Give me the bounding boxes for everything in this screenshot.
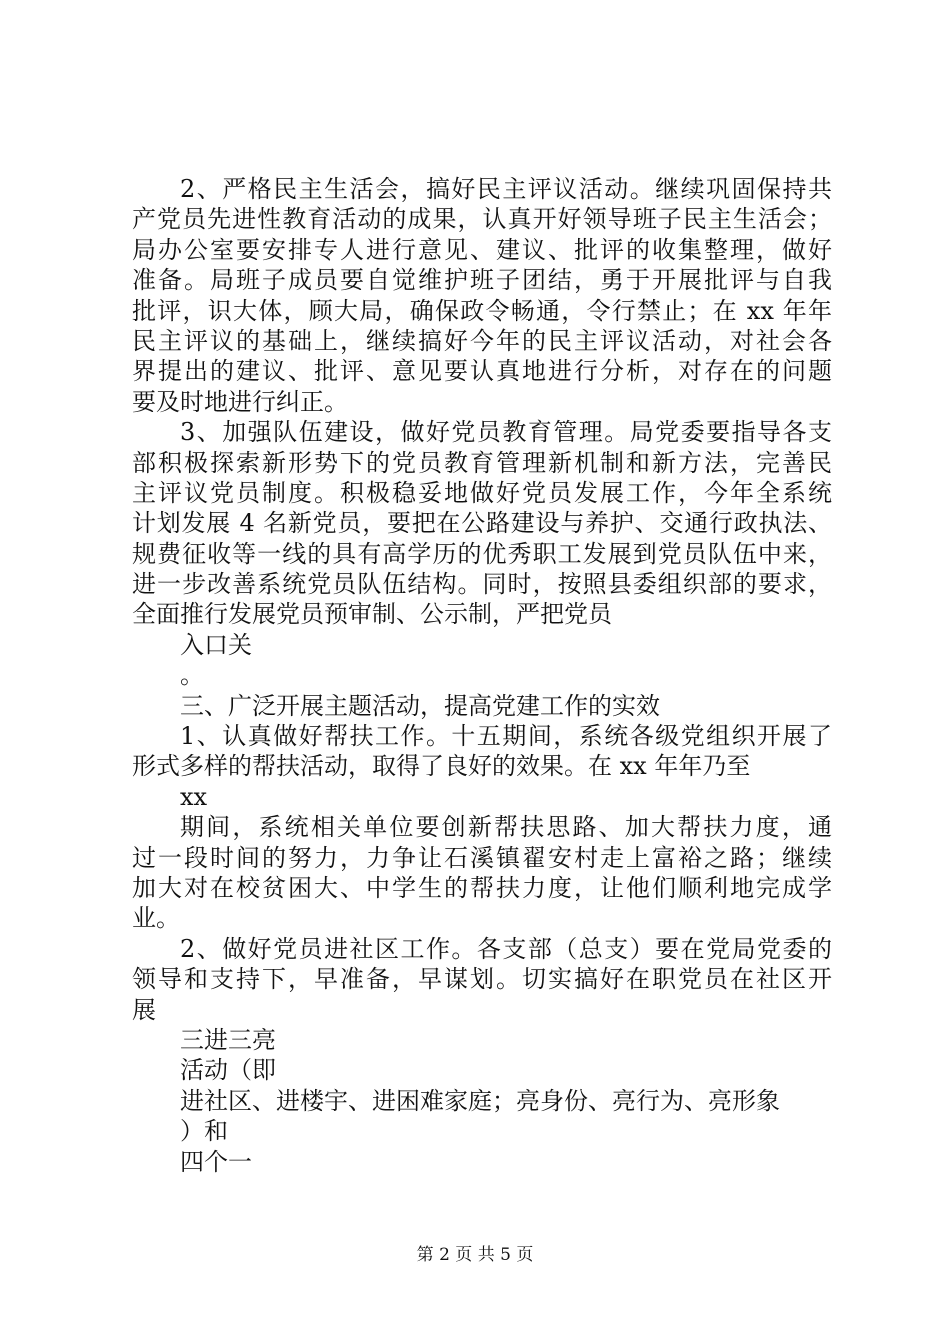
text-line: xx [180,782,208,811]
document-body [132,174,832,1177]
text-line: 业。 [132,904,180,933]
text-line: 期间，系统相关单位要创新帮扶思路、加大帮扶力度，通 [180,813,832,842]
text-line: 局办公室要安排专人进行意见、建议、批评的收集整理，做好 [132,235,832,264]
text-line: 全面推行发展党员预审制、公示制，严把党员 [132,600,612,629]
text-line: 加大对在校贫困大、中学生的帮扶力度，让他们顺利地完成学 [132,873,832,902]
text-line: 展 [132,995,156,1024]
text-line: 过一段时间的努力，力争让石溪镇翟安村走上富裕之路；继续 [132,843,832,872]
text-line: 2、严格民主生活会，搞好民主评议活动。继续巩固保持共 [180,175,832,203]
text-line: 准备。局班子成员要自觉维护班子团结，勇于开展批评与自我 [132,266,832,295]
text-line: ）和 [180,1117,228,1146]
text-line: 界提出的建议、批评、意见要认真地进行分析，对存在的问题 [132,357,832,386]
text-line: 批评，识大体，顾大局，确保政令畅通，令行禁止；在 xx 年年 [132,296,832,325]
text-line: 入口关 [180,630,252,659]
text-line: 1、认真做好帮扶工作。十五期间，系统各级党组织开展了 [180,722,832,751]
text-line: 产党员先进性教育活动的成果，认真开好领导班子民主生活会； [132,205,832,234]
text-line: 3、加强队伍建设，做好党员教育管理。局党委要指导各支 [180,418,832,447]
text-line: 主评议党员制度。积极稳妥地做好党员发展工作，今年全系统 [132,478,832,507]
text-line: 领导和支持下，早准备，早谋划。切实搞好在职党员在社区开 [132,965,832,994]
text-line: 要及时地进行纠正。 [132,387,348,416]
text-line: 。 [180,661,204,690]
text-line: 活动（即 [180,1056,276,1085]
text-line: 进一步改善系统党员队伍结构。同时，按照县委组织部的要求， [132,570,832,599]
text-line: 形式多样的帮扶活动，取得了良好的效果。在 xx 年年乃至 [132,752,751,781]
text-line: 部积极探索新形势下的党员教育管理新机制和新方法，完善民 [132,448,832,477]
text-line: 三、广泛开展主题活动，提高党建工作的实效 [180,691,660,720]
text-line: 规费征收等一线的具有高学历的优秀职工发展到党员队伍中来， [132,539,832,568]
text-line: 2、做好党员进社区工作。各支部（总支）要在党局党委的 [180,934,832,963]
text-line: 计划发展 4 名新党员，要把在公路建设与养护、交通行政执法、 [132,509,832,538]
text-line: 民主评议的基础上，继续搞好今年的民主评议活动，对社会各 [132,326,832,355]
text-line: 三进三亮 [180,1025,276,1054]
page-footer: 第 2 页 共 5 页 [416,1245,534,1265]
text-line: 四个一 [180,1147,252,1176]
text-line: 进社区、进楼宇、进困难家庭；亮身份、亮行为、亮形象 [180,1086,780,1115]
